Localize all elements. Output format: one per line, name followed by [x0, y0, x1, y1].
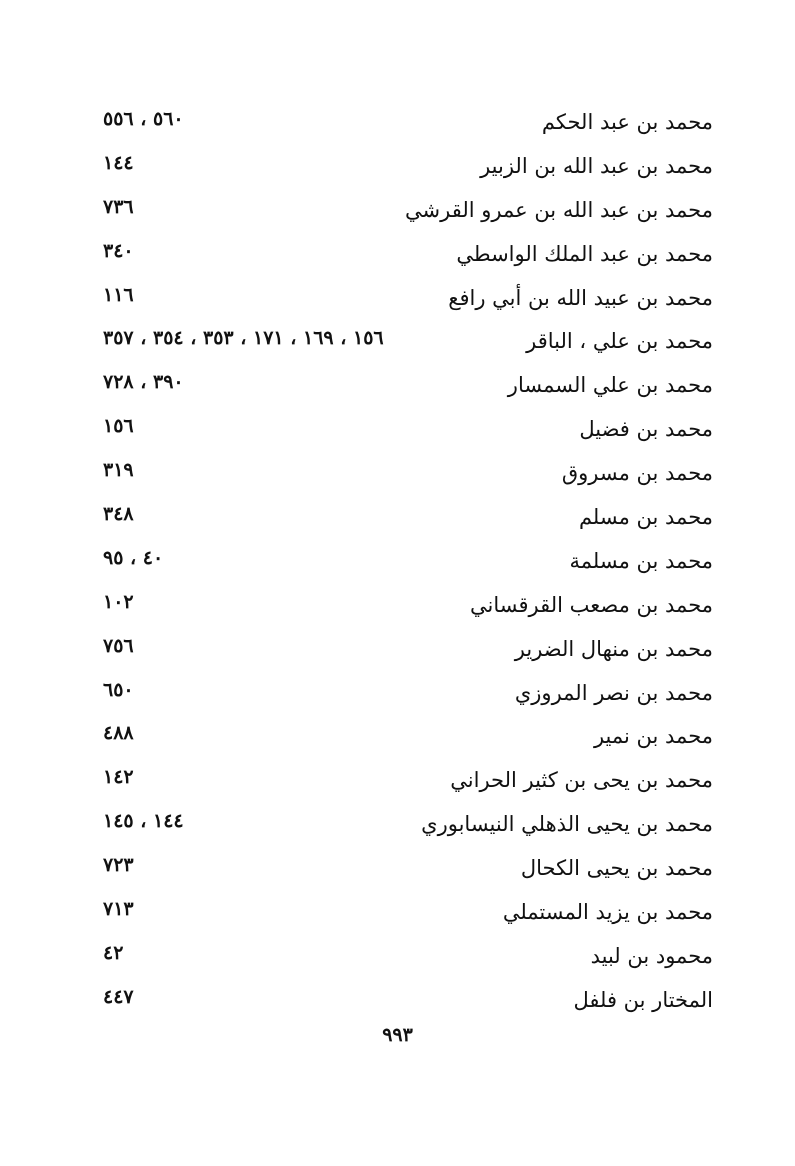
entry-name: محمد بن مسروق	[561, 461, 713, 486]
entry-name: محمد بن عبد الحكم	[541, 110, 713, 134]
entry-name: محمد بن فضيل	[579, 417, 713, 442]
entry-pages: ٣٤٨	[103, 503, 134, 526]
entry-pages: ١٠٢	[103, 590, 134, 613]
entry-pages: ١١٦	[103, 283, 134, 306]
entry-name: محمد بن مسلمة	[569, 548, 713, 573]
index-entry	[0, 980, 795, 1024]
entry-pages: ٣١٩	[103, 459, 134, 482]
entry-name: محمد بن عبد الله بن الزبير	[480, 153, 713, 178]
entry-pages: ٦٥٠	[103, 678, 134, 701]
index-entry	[0, 409, 795, 453]
entry-name: محمد بن مصعب القرقساني	[470, 592, 713, 617]
entry-name: محمد بن عبيد الله بن أبي رافع	[448, 285, 713, 310]
index-entry	[0, 629, 795, 673]
entry-pages: ٧٥٦	[103, 634, 134, 657]
entry-pages: ٤٢	[103, 941, 124, 964]
entry-name: محمد بن يحيى الكحال	[520, 856, 713, 881]
entry-name: محمد بن نمير	[593, 724, 713, 749]
entry-name: محمد بن علي ، الباقر	[526, 329, 713, 354]
index-entry	[0, 936, 795, 980]
entry-name: محمد بن يزيد المستملي	[502, 900, 713, 925]
entry-name: محمد بن يحى بن كثير الحراني	[450, 768, 713, 793]
entry-pages: ٥٦٠ ، ٥٥٦	[103, 108, 184, 130]
entry-pages: ٤٨٨	[103, 722, 134, 745]
entry-name: محمد بن نصر المروزي	[514, 680, 713, 705]
index-entry	[0, 892, 795, 936]
entry-pages: ٧٣٦	[103, 195, 134, 218]
entry-pages: ٤٤٧	[103, 985, 134, 1008]
index-entry	[0, 673, 795, 717]
index-entry	[0, 453, 795, 497]
entry-pages: ١٥٦ ، ١٦٩ ، ١٧١ ، ٣٥٣ ، ٣٥٤ ، ٣٥٧	[103, 327, 384, 350]
entry-name: محمد بن علي السمسار	[507, 373, 713, 398]
entry-pages: ٣٩٠ ، ٧٢٨	[103, 371, 184, 394]
page-number: ٩٩٣	[382, 1024, 413, 1046]
entry-name: محمود بن لبيد	[590, 943, 713, 968]
entry-name: محمد بن عبد الملك الواسطي	[456, 241, 713, 266]
index-entry	[0, 234, 795, 278]
index-entry	[0, 716, 795, 760]
entry-pages: ١٥٦	[103, 415, 134, 438]
entry-name: المختار بن فلفل	[573, 987, 713, 1012]
index-list	[0, 102, 795, 1024]
entry-pages: ٣٤٠	[103, 239, 134, 262]
entry-name: محمد بن مسلم	[578, 505, 713, 530]
index-entry	[0, 760, 795, 804]
index-entry	[0, 278, 795, 322]
entry-pages: ١٤٤ ، ١٤٥	[103, 810, 184, 833]
index-entry	[0, 804, 795, 848]
entry-name: محمد بن يحيى الذهلي النيسابوري	[421, 812, 713, 837]
index-entry	[0, 848, 795, 892]
entry-pages: ١٤٢	[103, 766, 134, 789]
entry-pages: ٧٢٣	[103, 854, 134, 877]
index-entry	[0, 102, 795, 146]
index-entry	[0, 585, 795, 629]
index-entry	[0, 541, 795, 585]
entry-name: محمد بن منهال الضرير	[514, 636, 713, 661]
index-entry	[0, 146, 795, 190]
entry-pages: ٧١٣	[103, 898, 134, 921]
entry-name: محمد بن عبد الله بن عمرو القرشي	[405, 197, 713, 222]
index-entry	[0, 365, 795, 409]
index-entry	[0, 321, 795, 365]
entry-pages: ١٤٤	[103, 151, 134, 174]
entry-pages: ٤٠ ، ٩٥	[103, 546, 164, 569]
index-entry	[0, 497, 795, 541]
index-entry	[0, 190, 795, 234]
